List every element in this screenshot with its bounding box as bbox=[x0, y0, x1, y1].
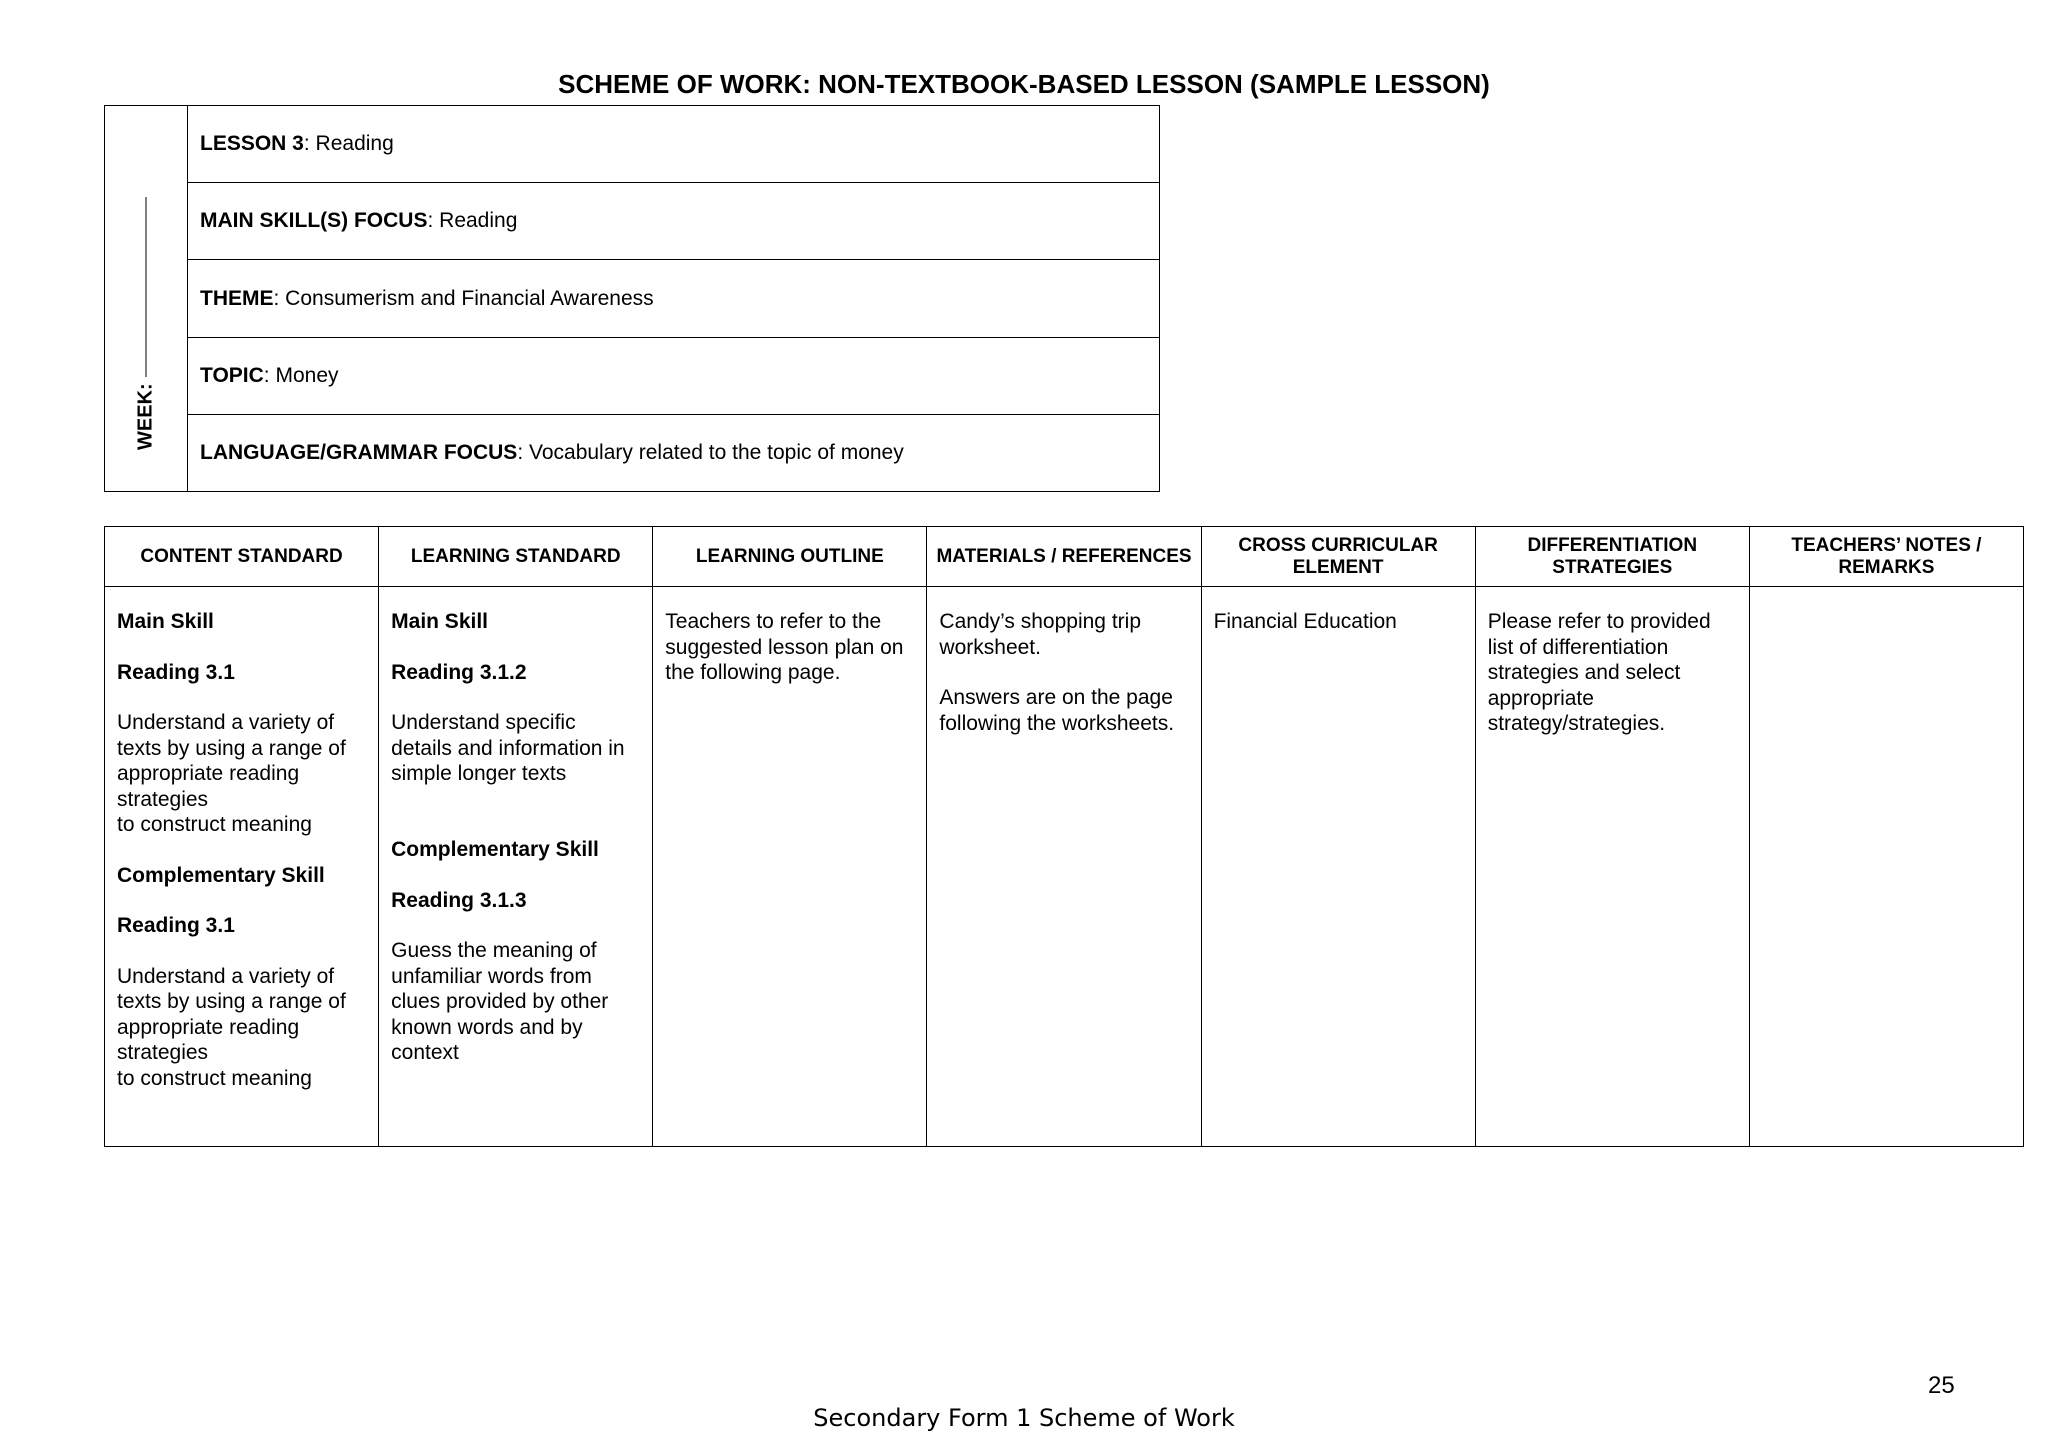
learning-standard-cell bbox=[379, 587, 653, 1147]
learning-main-desc: Understand specific details and information in simple longer texts bbox=[391, 711, 625, 785]
cross-curricular-text: Financial Education bbox=[1213, 610, 1397, 633]
header-teachers-notes: TEACHERS’ NOTES / REMARKS bbox=[1749, 527, 2023, 587]
differentiation-text: Please refer to provided list of differentiation strategies and select appropriate strategy/strategies. bbox=[1487, 610, 1711, 735]
main-skill-focus-value: : Reading bbox=[427, 209, 518, 233]
learning-main-skill-label: Main Skill bbox=[391, 610, 488, 633]
header-content-standard: CONTENT STANDARD bbox=[105, 527, 379, 587]
lesson-value: : Reading bbox=[303, 132, 394, 156]
week-field bbox=[135, 197, 158, 450]
topic-value: : Money bbox=[263, 363, 339, 387]
table-row bbox=[105, 587, 2024, 1147]
week-cell bbox=[105, 106, 188, 491]
page-title: SCHEME OF WORK: NON-TEXTBOOK-BASED LESSON (SAMPLE LESSON) bbox=[558, 69, 1490, 99]
theme-label: THEME bbox=[200, 286, 274, 310]
learning-comp-code: Reading 3.1.3 bbox=[391, 888, 527, 912]
lesson-info-table bbox=[104, 105, 1160, 492]
learning-comp-desc: Guess the meaning of unfamiliar words from clues provided by other known words and by context bbox=[391, 939, 609, 1064]
learning-comp-skill-label: Complementary Skill bbox=[391, 838, 599, 861]
cross-curricular-cell bbox=[1201, 587, 1475, 1147]
week-label: WEEK: bbox=[134, 383, 157, 450]
page-footer: Secondary Form 1 Scheme of Work bbox=[813, 1404, 1235, 1432]
content-main-skill-label: Main Skill bbox=[117, 610, 214, 633]
table-header-row bbox=[105, 527, 2024, 587]
lesson-row bbox=[188, 106, 1159, 183]
materials-cell bbox=[927, 587, 1201, 1147]
teachers-notes-cell bbox=[1749, 587, 2023, 1147]
topic-row bbox=[188, 338, 1159, 415]
content-comp-skill-label: Complementary Skill bbox=[117, 863, 325, 887]
theme-row bbox=[188, 260, 1159, 337]
learning-outline-cell bbox=[653, 587, 927, 1147]
lesson-label: LESSON 3 bbox=[200, 132, 304, 156]
lesson-info-rows bbox=[188, 106, 1159, 491]
theme-value: : Consumerism and Financial Awareness bbox=[273, 286, 654, 310]
content-standard-cell bbox=[105, 587, 379, 1147]
learning-outline-text: Teachers to refer to the suggested lesson plan on the following page. bbox=[665, 610, 904, 684]
content-comp-code: Reading 3.1 bbox=[117, 914, 235, 937]
differentiation-cell bbox=[1475, 587, 1749, 1147]
header-cross-curricular: CROSS CURRICULAR ELEMENT bbox=[1201, 527, 1475, 587]
content-comp-desc: Understand a variety of texts by using a range of appropriate reading strategies to construct meaning bbox=[117, 964, 346, 1090]
scheme-table bbox=[104, 526, 2024, 1147]
page-number: 25 bbox=[1928, 1372, 1955, 1399]
content-main-code: Reading 3.1 bbox=[117, 660, 235, 684]
learning-main-code: Reading 3.1.2 bbox=[391, 660, 527, 684]
main-skill-focus-row bbox=[188, 183, 1159, 260]
topic-label: TOPIC bbox=[200, 363, 264, 387]
week-blank-line bbox=[146, 197, 147, 377]
materials-line-2: Answers are on the page following the worksheets. bbox=[939, 686, 1175, 735]
materials-line-1: Candy’s shopping trip worksheet. bbox=[939, 610, 1141, 659]
header-learning-outline: LEARNING OUTLINE bbox=[653, 527, 927, 587]
main-skill-focus-label: MAIN SKILL(S) FOCUS bbox=[200, 209, 428, 233]
header-differentiation: DIFFERENTIATION STRATEGIES bbox=[1475, 527, 1749, 587]
grammar-focus-label: LANGUAGE/GRAMMAR FOCUS bbox=[200, 440, 518, 464]
header-learning-standard: LEARNING STANDARD bbox=[379, 527, 653, 587]
grammar-focus-row bbox=[188, 415, 1159, 491]
content-main-desc: Understand a variety of texts by using a range of appropriate reading strategies to construct meaning bbox=[117, 711, 346, 836]
header-materials: MATERIALS / REFERENCES bbox=[927, 527, 1201, 587]
grammar-focus-value: : Vocabulary related to the topic of money bbox=[517, 440, 904, 464]
